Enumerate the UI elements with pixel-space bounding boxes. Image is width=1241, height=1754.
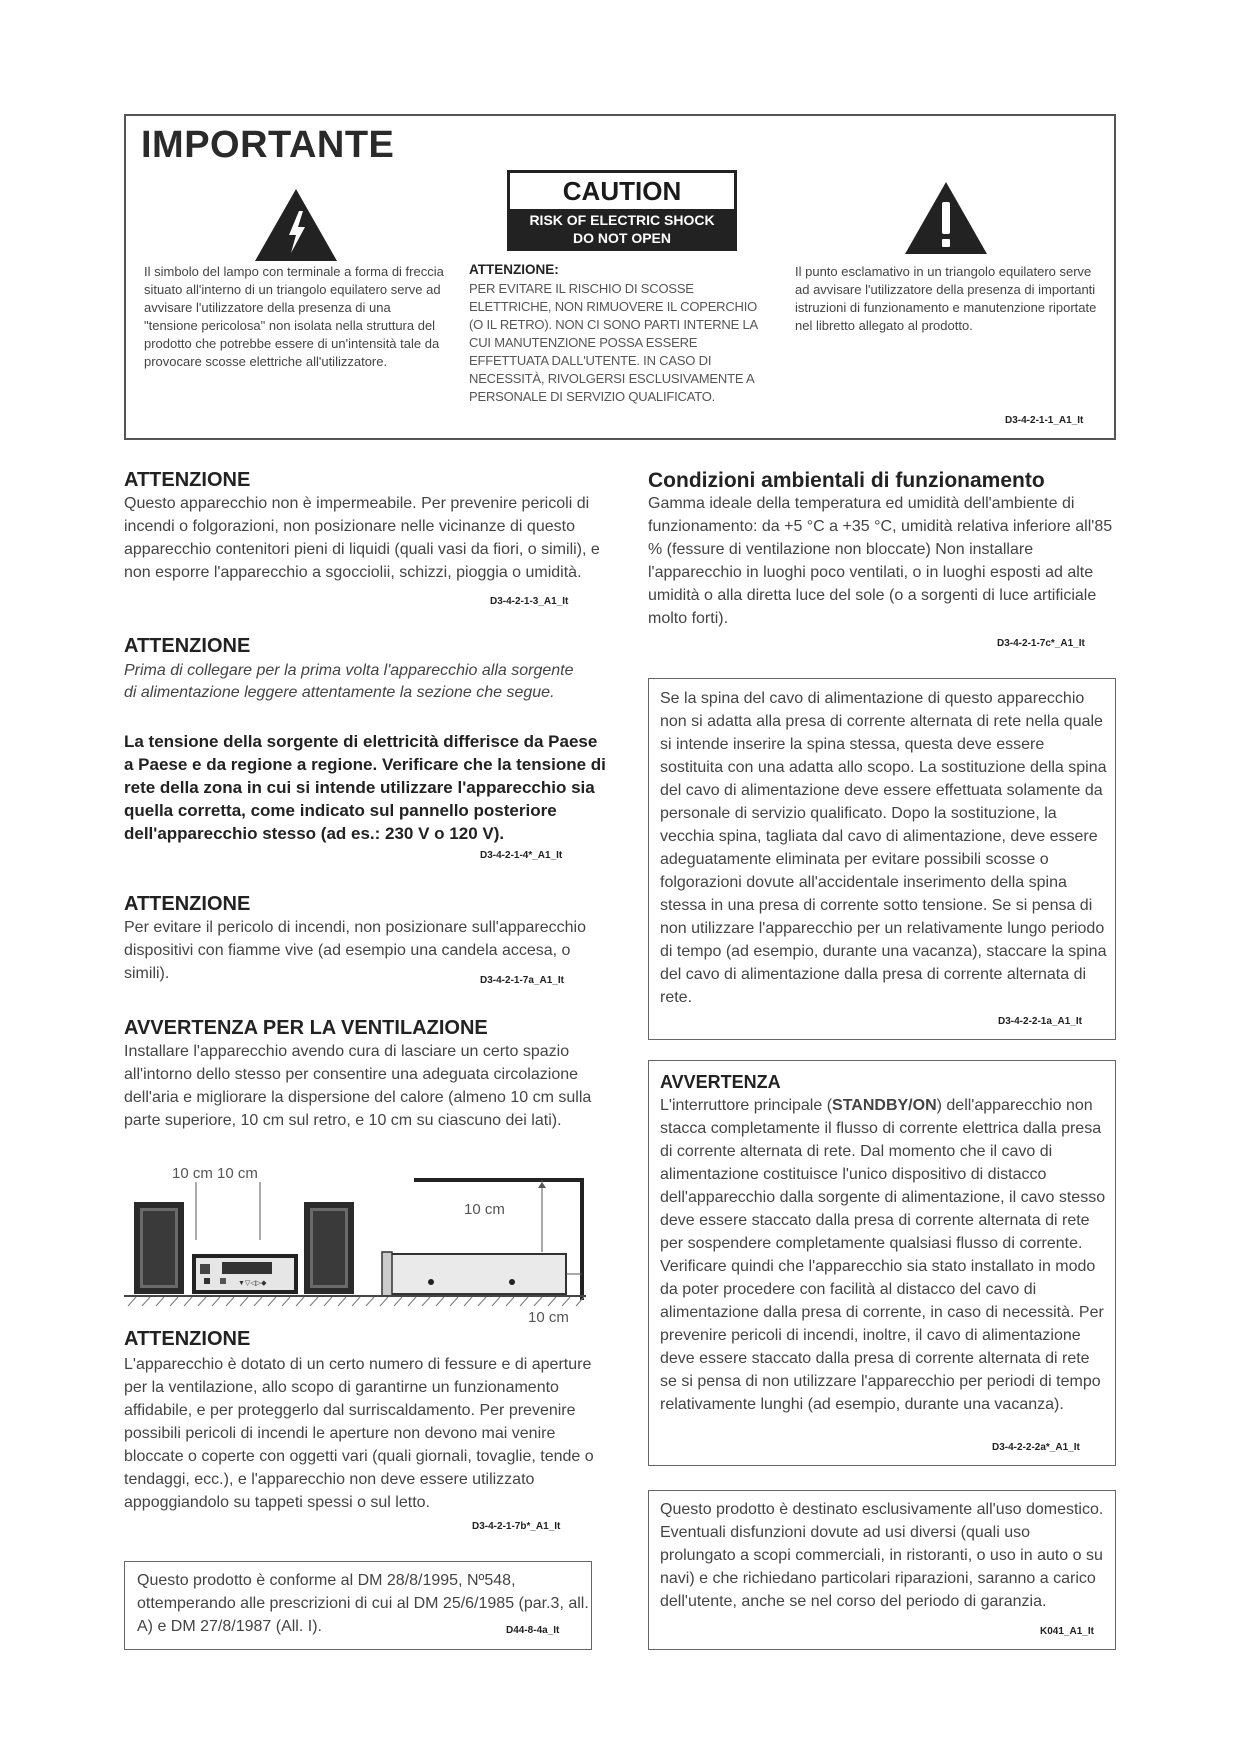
- reference-code: D3-4-2-1-1_A1_It: [1005, 415, 1084, 426]
- attenzione-waterproof-text: Questo apparecchio non è impermeabile. Per prevenire pericoli di incendi o folgorazioni, non posizionare nelle vicinanze di questo apparecchio contenitori pieni di liquidi (quali vasi da fiori, o simili), e non esporre l'apparecchio a sgocciolii, schizzi, pioggia o umidità.: [124, 495, 600, 581]
- caution-title: CAUTION: [562, 176, 682, 206]
- page-title: IMPORTANTE: [141, 124, 395, 166]
- reference-code: D3-4-2-1-4*_A1_It: [480, 850, 563, 861]
- ventilation-diagram: [124, 1160, 594, 1325]
- section-heading-ventilation: AVVERTENZA PER LA VENTILAZIONE: [124, 1017, 488, 1039]
- standby-label: STANDBY/ON: [832, 1097, 937, 1114]
- attenzione-flame-text: Per evitare il pericolo di incendi, non posizionare sull'apparecchio dispositivi con fiamme vive (ad esempio una candela accesa, o simili).: [124, 919, 586, 982]
- attention-text: PER EVITARE IL RISCHIO DI SCOSSE ELETTRICHE, NON RIMUOVERE IL COPERCHIO (O IL RETRO). NON CI SONO PARTI INTERNE LA CUI MANUTENZIONE POSSA ESSERE EFFETTUATA DALL'UTENTE. IN CASO DI NECESSITÀ, RIVOLGERSI ESCLUSIVAMENTE A PERSONALE DI SERVIZIO QUALIFICATO.: [469, 281, 758, 404]
- exclamation-symbol-text: Il punto esclamativo in un triangolo equilatero serve ad avvisare l'utilizzatore della presenza di importanti istruzioni di funzionamento e manutenzione riportate nel libretto allegato al prodotto.: [795, 264, 1097, 333]
- exclamation-warning-icon: [903, 180, 989, 256]
- ventilation-text: Installare l'apparecchio avendo cura di lasciare un certo spazio all'intorno dello stesso per consentire una adeguata circolazione dell'aria e migliorare la dispersione del calore (almeno 10 cm sulla parte superiore, 10 cm sul retro, e 10 cm su ciascuno dei lati).: [124, 1043, 592, 1129]
- attenzione-voltage-text: La tensione della sorgente di elettricità differisce da Paese a Paese e da regione a regione. Verificare che la tensione di rete della zona in cui si intende utilizzare l'apparecchio sia quella corretta, come indicato sul pannello posteriore dell'apparecchio stesso (ad es.: 230 V o 120 V).: [124, 732, 606, 843]
- caution-line-2: DO NOT OPEN: [572, 230, 671, 246]
- lightning-symbol-text: Il simbolo del lampo con terminale a forma di freccia situato all'interno di un triangolo equilatero serve ad avvisare l'utilizzatore della presenza di una "tensione pericolosa" non isolata nella struttura del prodotto che potrebbe essere di un'intensità tale da provocare scosse elettriche all'utilizzatore.: [144, 264, 444, 369]
- reference-code: D3-4-2-1-7a_A1_It: [480, 975, 564, 986]
- plug-notice-text: Se la spina del cavo di alimentazione di questo apparecchio non si adatta alla presa di corrente alternata di rete nella quale si intende inserire la spina stessa, questa deve essere sostituita con una adatta allo scopo. La sostituzione della spina del cavo di alimentazione deve essere effettuata solamente da personale di servizio qualificato. Dopo la sostituzione, la vecchia spina, tagliata dal cavo di alimentazione, deve essere adeguatamente eliminata per evitare possibili scosse o folgorazioni dovute all'accidentale inserimento della spina stessa in una presa di corrente sotto tensione. Se si pensa di non utilizzare l'apparecchio per un relativamente lungo periodo di tempo (ad esempio, durante una vacanza), staccare la spina del cavo di alimentazione dalla presa di corrente alternata di rete.: [660, 690, 1107, 1006]
- lightning-warning-icon: [253, 187, 339, 263]
- caution-label: [507, 170, 737, 251]
- conditions-text: Gamma ideale della temperatura ed umidità dell'ambiente di funzionamento: da +5 °C a +35 °C, umidità relativa inferiore all'85 % (fessure di ventilazione non bloccate) Non installare l'apparecchio in luoghi poco ventilati, o in luoghi esposti ad alte umidità o alla diretta luce del sole (o a sorgenti di luce artificiale molto forti).: [648, 495, 1113, 627]
- reference-code: D3-4-2-1-7c*_A1_It: [997, 638, 1085, 649]
- vent-label-sides: 10 cm 10 cm: [172, 1165, 258, 1182]
- reference-code: D3-4-2-2-2a*_A1_It: [992, 1442, 1080, 1453]
- vent-label-back: 10 cm: [528, 1309, 569, 1325]
- dm-compliance-text: Questo prodotto è conforme al DM 28/8/1995, Nº548, ottemperando alle prescrizioni di cui al DM 25/6/1985 (par.3, all. A) e DM 27/8/1987 (All. I).: [137, 1572, 589, 1635]
- section-heading-attenzione: ATTENZIONE: [124, 1328, 251, 1350]
- reference-code: D3-4-2-1-7b*_A1_It: [472, 1521, 561, 1532]
- reference-code: D44-8-4a_It: [506, 1625, 560, 1636]
- section-heading-avvertenza: AVVERTENZA: [660, 1072, 781, 1092]
- domestic-use-text: Questo prodotto è destinato esclusivamente all'uso domestico. Eventuali disfunzioni dovute ad usi diversi (quali uso prolungato a scopi commerciali, in ristoranti, o uso in auto o su navi) e che richiedano particolari riparazioni, saranno a carico dell'utente, anche se nel corso del periodo di garanzia.: [660, 1501, 1104, 1610]
- attenzione-openings-text: L'apparecchio è dotato di un certo numero di fessure e di aperture per la ventilazione, allo scopo di garantirne un funzionamento affidabile, e per proteggerlo dal surriscaldamento. Per prevenire possibili pericoli di incendi le aperture non devono mai venire bloccate o coperte con oggetti vari (quali giornali, tovaglie, tende o tendaggi, ecc.), e l'apparecchio non deve essere utilizzato appoggiandolo su tappeti spessi o sul letto.: [124, 1356, 594, 1511]
- attention-label: ATTENZIONE:: [469, 262, 559, 277]
- svg-text:▼▽◁▷◆: ▼▽◁▷◆: [238, 1280, 267, 1287]
- standby-warning-text: L'interruttore principale (STANDBY/ON) dell'apparecchio non stacca completamente il flusso di corrente elettrica dalla presa di corrente alternata di rete. Dal momento che il cavo di alimentazione costituisce l'unico dispositivo di distacco dell'apparecchio dalla sorgente di alimentazione, il cavo stesso deve essere staccato dalla presa di corrente alternata di rete per sospendere completamente qualsiasi flusso di corrente. Verificare quindi che l'apparecchio sia stato installato in modo da poter procedere con facilità al distacco del cavo di alimentazione dalla presa di corrente, in caso di necessità. Per prevenire pericoli di incendi, inoltre, il cavo di alimentazione deve essere staccato dalla presa di corrente alternata di rete se si pensa di non utilizzare l'apparecchio per periodi di tempo relativamente lunghi (ad esempio, durante una vacanza).: [660, 1097, 1106, 1413]
- reference-code: D3-4-2-1-3_A1_It: [490, 596, 569, 607]
- vent-label-top: 10 cm: [464, 1201, 505, 1218]
- section-heading-attenzione: ATTENZIONE: [124, 469, 251, 491]
- reference-code: K041_A1_It: [1040, 1626, 1094, 1637]
- attenzione-power-intro: Prima di collegare per la prima volta l'apparecchio alla sorgente di alimentazione leggere attentamente la sezione che segue.: [124, 662, 574, 701]
- reference-code: D3-4-2-2-1a_A1_It: [998, 1016, 1082, 1027]
- caution-band: [510, 209, 734, 248]
- section-heading-attenzione: ATTENZIONE: [124, 893, 251, 915]
- caution-line-1: RISK OF ELECTRIC SHOCK: [529, 212, 715, 228]
- section-heading-attenzione: ATTENZIONE: [124, 635, 251, 657]
- section-heading-conditions: Condizioni ambientali di funzionamento: [648, 469, 1045, 492]
